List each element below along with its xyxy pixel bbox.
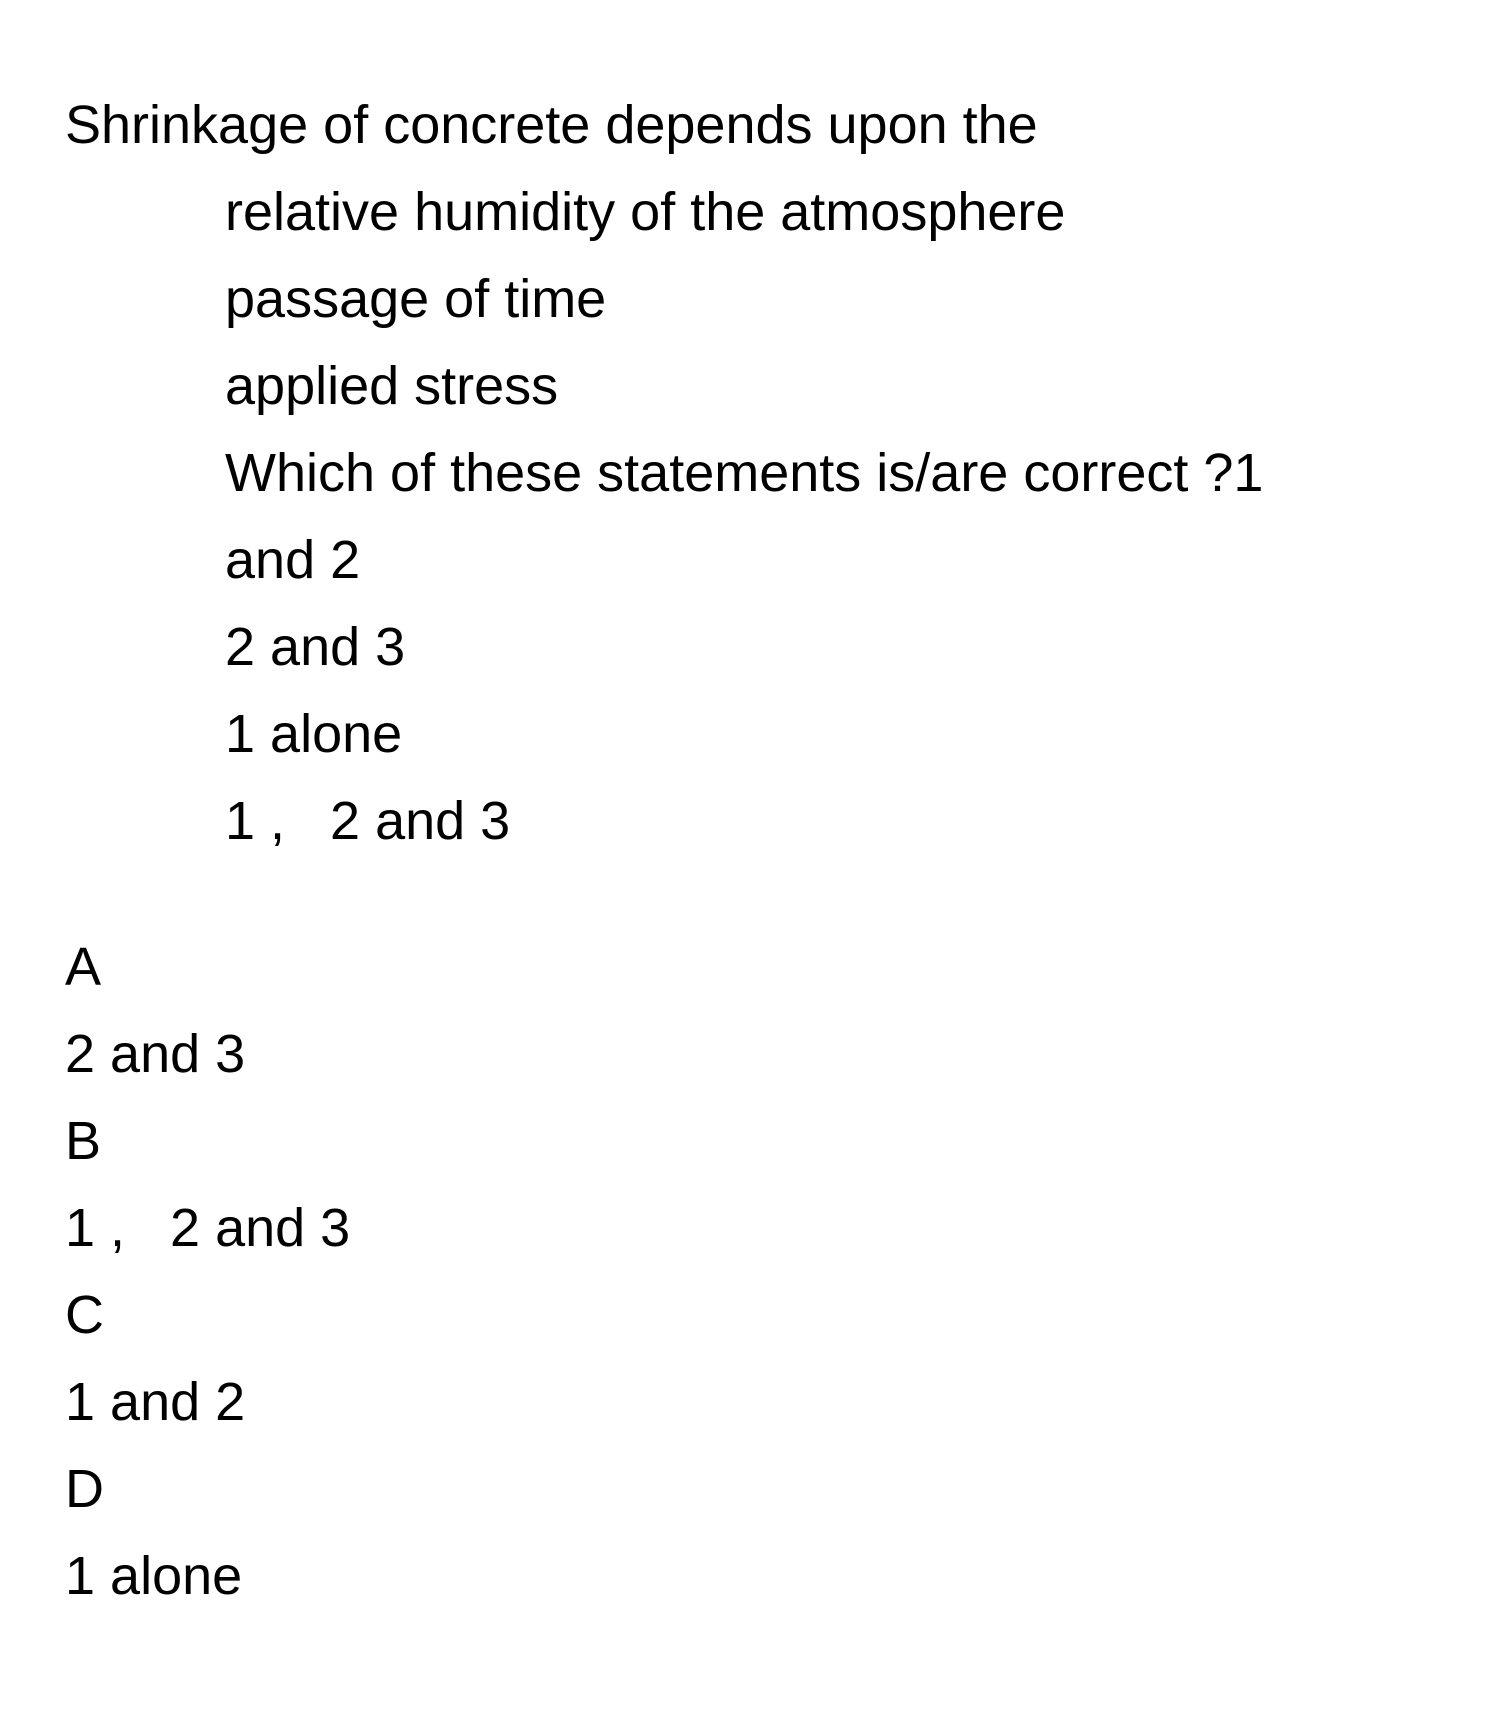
option-c-letter[interactable]: C [65, 1285, 104, 1345]
question-stem: Shrinkage of concrete depends upon the [65, 95, 1038, 155]
listed-choice-3: 1 , 2 and 3 [225, 791, 511, 851]
listed-choice-2: 1 alone [225, 704, 403, 764]
option-b-text[interactable]: 1 , 2 and 3 [65, 1198, 351, 1258]
option-a-text[interactable]: 2 and 3 [65, 1024, 246, 1084]
option-d-text[interactable]: 1 alone [65, 1546, 243, 1606]
option-b-letter[interactable]: B [65, 1111, 102, 1171]
question-prompt: Which of these statements is/are correct ?1 [225, 443, 1264, 503]
statement-2: passage of time [225, 269, 607, 329]
listed-choice-1: 2 and 3 [225, 617, 406, 677]
statement-1: relative humidity of the atmosphere [225, 182, 1066, 242]
option-d-letter[interactable]: D [65, 1459, 104, 1519]
option-c-text[interactable]: 1 and 2 [65, 1372, 246, 1432]
statement-3: applied stress [225, 356, 559, 416]
question-prompt-continuation: and 2 [225, 530, 361, 590]
option-a-letter[interactable]: A [65, 937, 102, 997]
